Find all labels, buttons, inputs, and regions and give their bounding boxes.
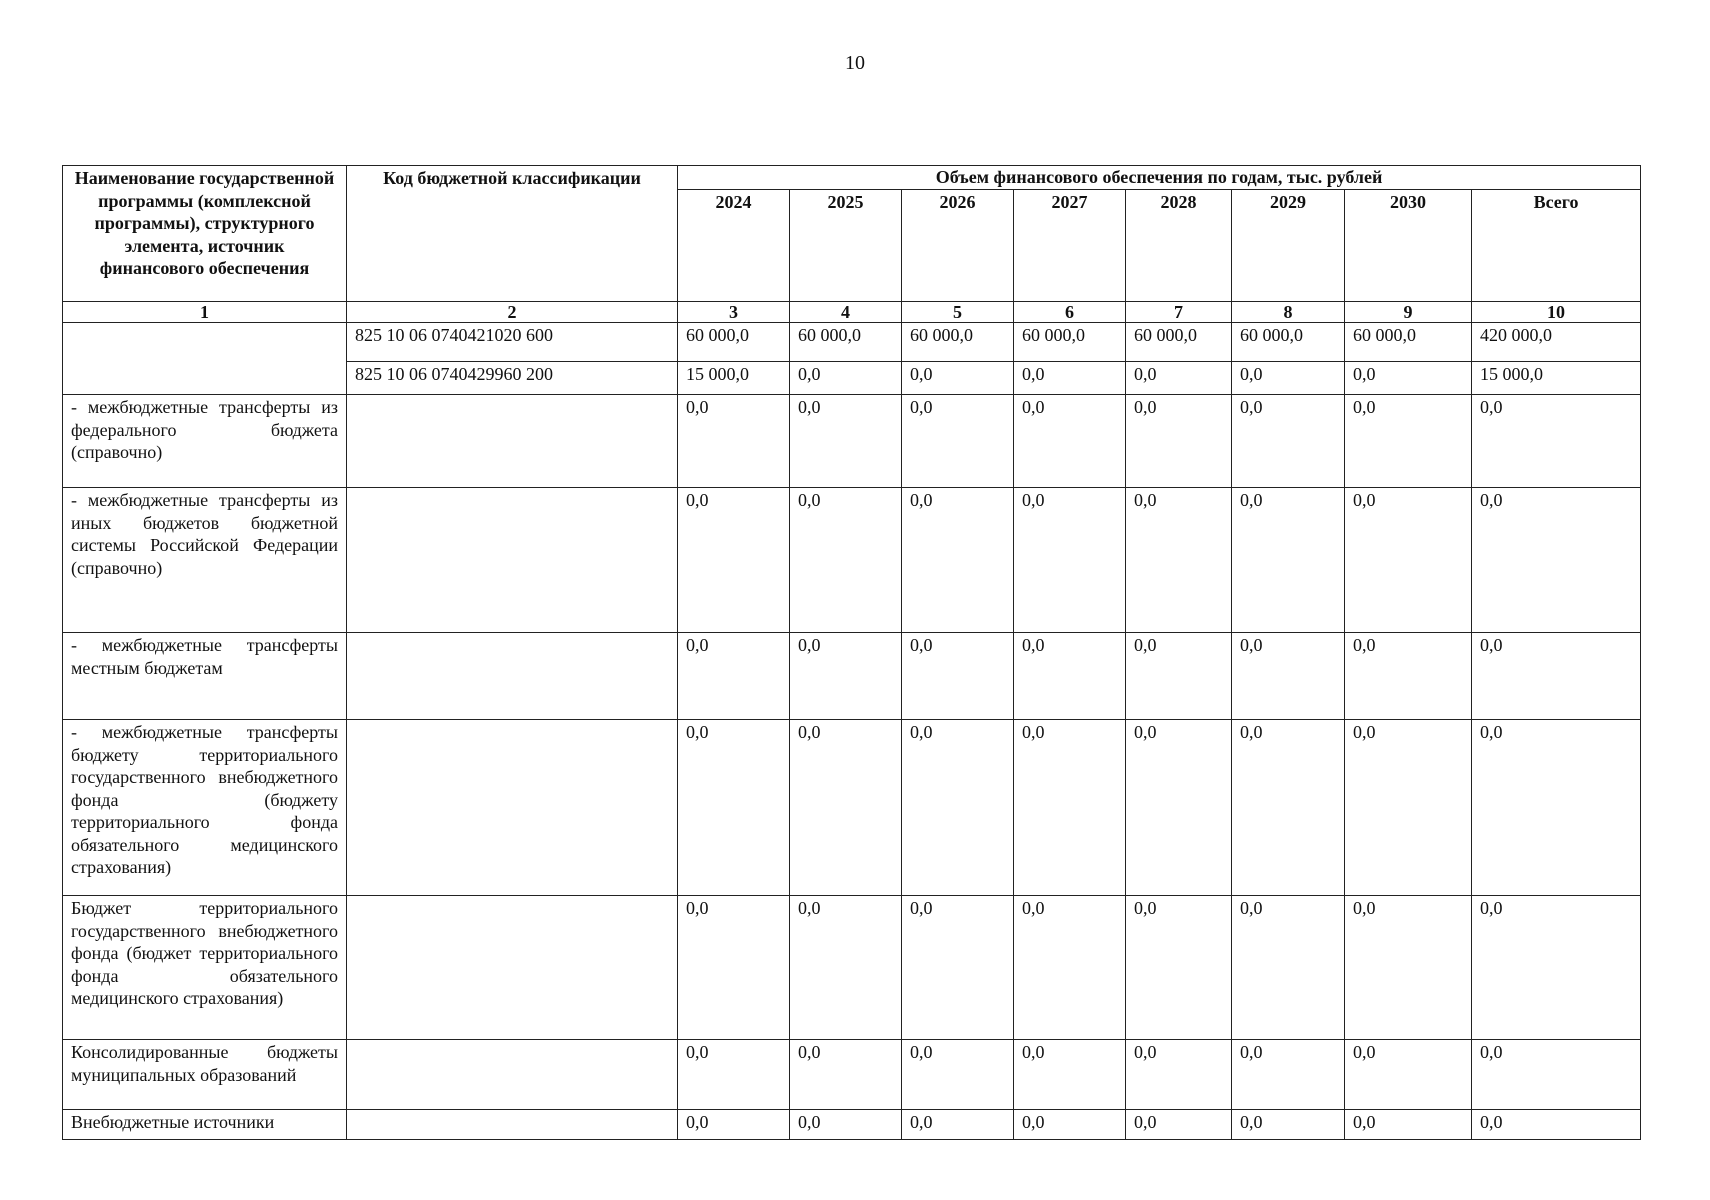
value-cell: 0,0 [790,1110,902,1140]
row-name: - межбюджетные трансферты местным бюджетам [63,633,347,720]
value-cell: 0,0 [1345,896,1472,1040]
row-kbk [347,896,678,1040]
value-cell: 0,0 [1232,1040,1345,1110]
value-cell: 0,0 [1126,488,1232,633]
value-cell: 0,0 [790,488,902,633]
header-row-1 [63,166,1641,190]
value-cell: 0,0 [902,362,1014,395]
value-cell: 0,0 [902,395,1014,488]
value-cell: 0,0 [1345,1110,1472,1140]
row-kbk: 825 10 06 0740421020 600 [347,323,678,362]
column-number: 6 [1014,302,1126,323]
value-cell: 0,0 [902,1040,1014,1110]
column-number: 10 [1472,302,1641,323]
value-cell: 0,0 [678,1040,790,1110]
value-cell: 0,0 [1014,362,1126,395]
value-cell: 0,0 [902,1110,1014,1140]
row-name: Консолидированные бюджеты муниципальных образований [63,1040,347,1110]
table-row [63,395,1641,488]
page-number: 10 [845,52,865,74]
value-cell: 0,0 [902,720,1014,896]
row-kbk [347,488,678,633]
value-cell: 0,0 [678,395,790,488]
value-cell: 0,0 [790,896,902,1040]
financing-table [62,165,1641,1140]
header-year: 2026 [902,190,1014,302]
header-total: Всего [1472,190,1641,302]
value-cell: 0,0 [678,1110,790,1140]
value-cell: 0,0 [1126,395,1232,488]
value-cell: 0,0 [902,488,1014,633]
value-cell: 0,0 [1345,720,1472,896]
value-cell: 0,0 [678,488,790,633]
row-kbk [347,395,678,488]
header-year: 2029 [1232,190,1345,302]
row-name: - межбюджетные трансферты из федерального бюджета (справочно) [63,395,347,488]
table-row [63,488,1641,633]
row-name [63,323,347,395]
column-number: 8 [1232,302,1345,323]
value-cell: 0,0 [1232,896,1345,1040]
value-cell: 0,0 [1345,488,1472,633]
table-row [63,720,1641,896]
value-cell: 0,0 [1345,1040,1472,1110]
value-cell: 0,0 [1014,1040,1126,1110]
column-number: 3 [678,302,790,323]
value-cell: 0,0 [1014,395,1126,488]
column-number: 9 [1345,302,1472,323]
value-cell: 0,0 [902,633,1014,720]
column-number: 1 [63,302,347,323]
value-cell: 0,0 [1126,362,1232,395]
row-name: Бюджет территориального государственного внебюджетного фонда (бюджет территориального фонда обязательного медицинского страхования) [63,896,347,1040]
value-cell: 0,0 [1232,395,1345,488]
value-cell: 0,0 [790,362,902,395]
value-cell: 0,0 [1014,1110,1126,1140]
value-cell: 60 000,0 [1126,323,1232,362]
value-cell: 60 000,0 [678,323,790,362]
header-year: 2028 [1126,190,1232,302]
table-row [63,896,1641,1040]
value-cell: 0,0 [790,633,902,720]
row-kbk [347,720,678,896]
value-cell: 15 000,0 [678,362,790,395]
value-cell: 0,0 [1232,362,1345,395]
value-cell: 0,0 [1014,488,1126,633]
row-kbk [347,1040,678,1110]
value-cell: 0,0 [1126,633,1232,720]
header-volume-group: Объем финансового обеспечения по годам, тыс. рублей [678,166,1641,190]
total-cell: 420 000,0 [1472,323,1641,362]
value-cell: 0,0 [678,720,790,896]
table-row [63,323,1641,362]
value-cell: 0,0 [1232,488,1345,633]
value-cell: 60 000,0 [790,323,902,362]
value-cell: 0,0 [1232,633,1345,720]
value-cell: 0,0 [1345,395,1472,488]
value-cell: 0,0 [1014,720,1126,896]
value-cell: 0,0 [790,395,902,488]
row-kbk [347,1110,678,1140]
table-row [63,1040,1641,1110]
value-cell: 60 000,0 [902,323,1014,362]
column-number: 2 [347,302,678,323]
value-cell: 0,0 [1126,720,1232,896]
value-cell: 0,0 [1126,1110,1232,1140]
row-name: Внебюджетные источники [63,1110,347,1140]
value-cell: 0,0 [1345,362,1472,395]
total-cell: 0,0 [1472,395,1641,488]
header-year: 2024 [678,190,790,302]
header-year: 2030 [1345,190,1472,302]
total-cell: 0,0 [1472,488,1641,633]
table-row [63,633,1641,720]
column-number: 4 [790,302,902,323]
value-cell: 60 000,0 [1014,323,1126,362]
column-numbers-row [63,302,1641,323]
row-name: - межбюджетные трансферты из иных бюджетов бюджетной системы Российской Федерации (справочно) [63,488,347,633]
value-cell: 0,0 [678,633,790,720]
value-cell: 0,0 [678,896,790,1040]
total-cell: 0,0 [1472,896,1641,1040]
row-kbk [347,633,678,720]
value-cell: 0,0 [790,1040,902,1110]
total-cell: 0,0 [1472,720,1641,896]
row-name: - межбюджетные трансферты бюджету территориального государственного внебюджетного фонда (бюджету территориального фонда обязательного медицинского страхования) [63,720,347,896]
value-cell: 0,0 [902,896,1014,1040]
total-cell: 15 000,0 [1472,362,1641,395]
value-cell: 0,0 [1126,1040,1232,1110]
table-row [63,1110,1641,1140]
value-cell: 0,0 [1014,896,1126,1040]
value-cell: 0,0 [1345,633,1472,720]
column-number: 7 [1126,302,1232,323]
total-cell: 0,0 [1472,633,1641,720]
column-number: 5 [902,302,1014,323]
header-kbk-col: Код бюджетной классификации [347,166,678,302]
header-year: 2027 [1014,190,1126,302]
total-cell: 0,0 [1472,1040,1641,1110]
value-cell: 0,0 [1232,720,1345,896]
row-kbk: 825 10 06 0740429960 200 [347,362,678,395]
header-name-col: Наименование государственной программы (комплексной программы), структурного элемента, источник финансового обеспечения [63,166,347,302]
total-cell: 0,0 [1472,1110,1641,1140]
value-cell: 0,0 [790,720,902,896]
value-cell: 0,0 [1232,1110,1345,1140]
value-cell: 0,0 [1014,633,1126,720]
header-year: 2025 [790,190,902,302]
value-cell: 60 000,0 [1232,323,1345,362]
value-cell: 0,0 [1126,896,1232,1040]
value-cell: 60 000,0 [1345,323,1472,362]
